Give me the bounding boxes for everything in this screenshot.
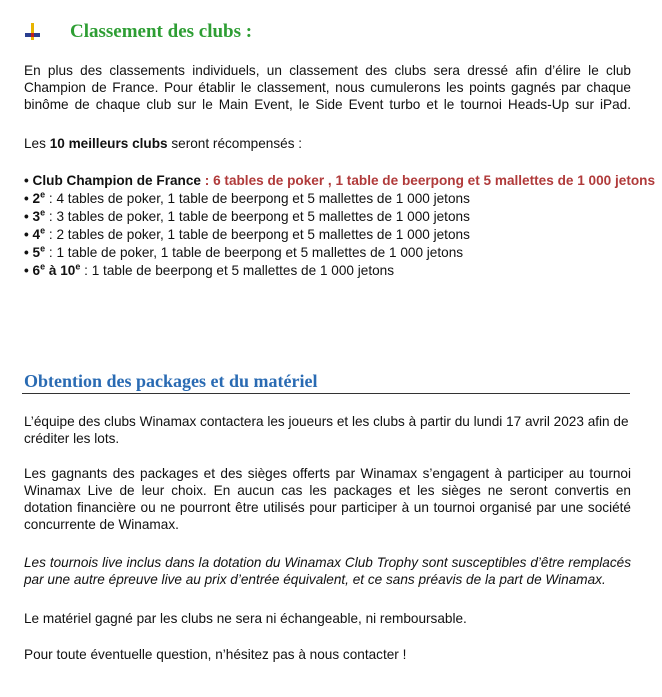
rewards-bold: 10 meilleurs clubs [49, 136, 168, 151]
section1-heading-row [22, 18, 252, 46]
list-item: • 6e à 10e : 1 table de beerpong et 5 mallettes de 1 000 jetons [24, 261, 395, 278]
section2-paragraph-1: L’équipe des clubs Winamax contactera les joueurs et les clubs à partir du lundi 17 avril 2023 afin de créditer les lots. [24, 414, 629, 446]
reward-rank: Club Champion de France [32, 173, 201, 188]
reward-rank: 2e [32, 189, 46, 206]
reward-prize: 1 table de poker, 1 table de beerpong et 5 mallettes de 1 000 jetons [56, 245, 464, 260]
section2-paragraph-4: Le matériel gagné par les clubs ne sera ni échangeable, ni remboursable. [24, 611, 467, 626]
list-item: • 5e : 1 table de poker, 1 table de beerpong et 5 mallettes de 1 000 jetons [24, 243, 464, 260]
section1-intro: En plus des classements individuels, un classement des clubs sera dressé afin d’élire le club Champion de France. Pour établir le classement, nous cumulerons les points gagnés par chaque binôme de chaque club sur le Main Event, le Side Event turbo et le tournoi Heads-Up sur iPad. [24, 63, 631, 112]
reward-rank: 5e [32, 243, 46, 260]
reward-prize: 1 table de beerpong et 5 mallettes de 1 000 jetons [91, 263, 395, 278]
list-item: • 3e : 3 tables de poker, 1 table de beerpong et 5 mallettes de 1 000 jetons [24, 207, 470, 224]
reward-prize: 3 tables de poker, 1 table de beerpong et 5 mallettes de 1 000 jetons [56, 209, 470, 224]
rewards-line: Les 10 meilleurs clubs seront récompensés : [24, 136, 303, 151]
list-item: • 2e : 4 tables de poker, 1 table de beerpong et 5 mallettes de 1 000 jetons [24, 189, 470, 206]
reward-prize: 4 tables de poker, 1 table de beerpong et 5 mallettes de 1 000 jetons [56, 191, 470, 206]
reward-prize: 2 tables de poker, 1 table de beerpong et 5 mallettes de 1 000 jetons [56, 227, 470, 242]
section2-paragraph-2: Les gagnants des packages et des sièges offerts par Winamax s’engagent à participer au tournoi Winamax Live de leur choix. En aucun cas les packages et les sièges ne seront convertis en dotation financière ou ne pourront être utilisés pour participer à un tournoi organisé par une société concurrente de Winamax. [24, 466, 631, 532]
reward-rank: 4e [32, 225, 46, 242]
list-item: • 4e : 2 tables de poker, 1 table de beerpong et 5 mallettes de 1 000 jetons [24, 225, 470, 242]
rewards-list [24, 172, 656, 280]
section2-paragraph-5: Pour toute éventuelle question, n’hésitez pas à nous contacter ! [24, 647, 407, 662]
section2-paragraph-3: Les tournois live inclus dans la dotation du Winamax Club Trophy sont susceptibles d’être remplacés par une autre épreuve live au prix d’entrée équivalent, et ce sans préavis de la part de Winamax. [24, 555, 631, 587]
reward-rank: 6e à 10e [32, 261, 81, 278]
section2-divider [22, 393, 630, 394]
reward-prize: 6 tables de poker , 1 table de beerpong et 5 mallettes de 1 000 jetons [213, 173, 656, 188]
list-item: • Club Champion de France : 6 tables de poker , 1 table de beerpong et 5 mallettes de 1 000 jetons [24, 173, 656, 188]
cross-bullet-icon [22, 21, 44, 43]
section1-title: Classement des clubs : [70, 21, 253, 42]
section2-title: Obtention des packages et du matériel [24, 371, 318, 391]
reward-rank: 3e [32, 207, 46, 224]
